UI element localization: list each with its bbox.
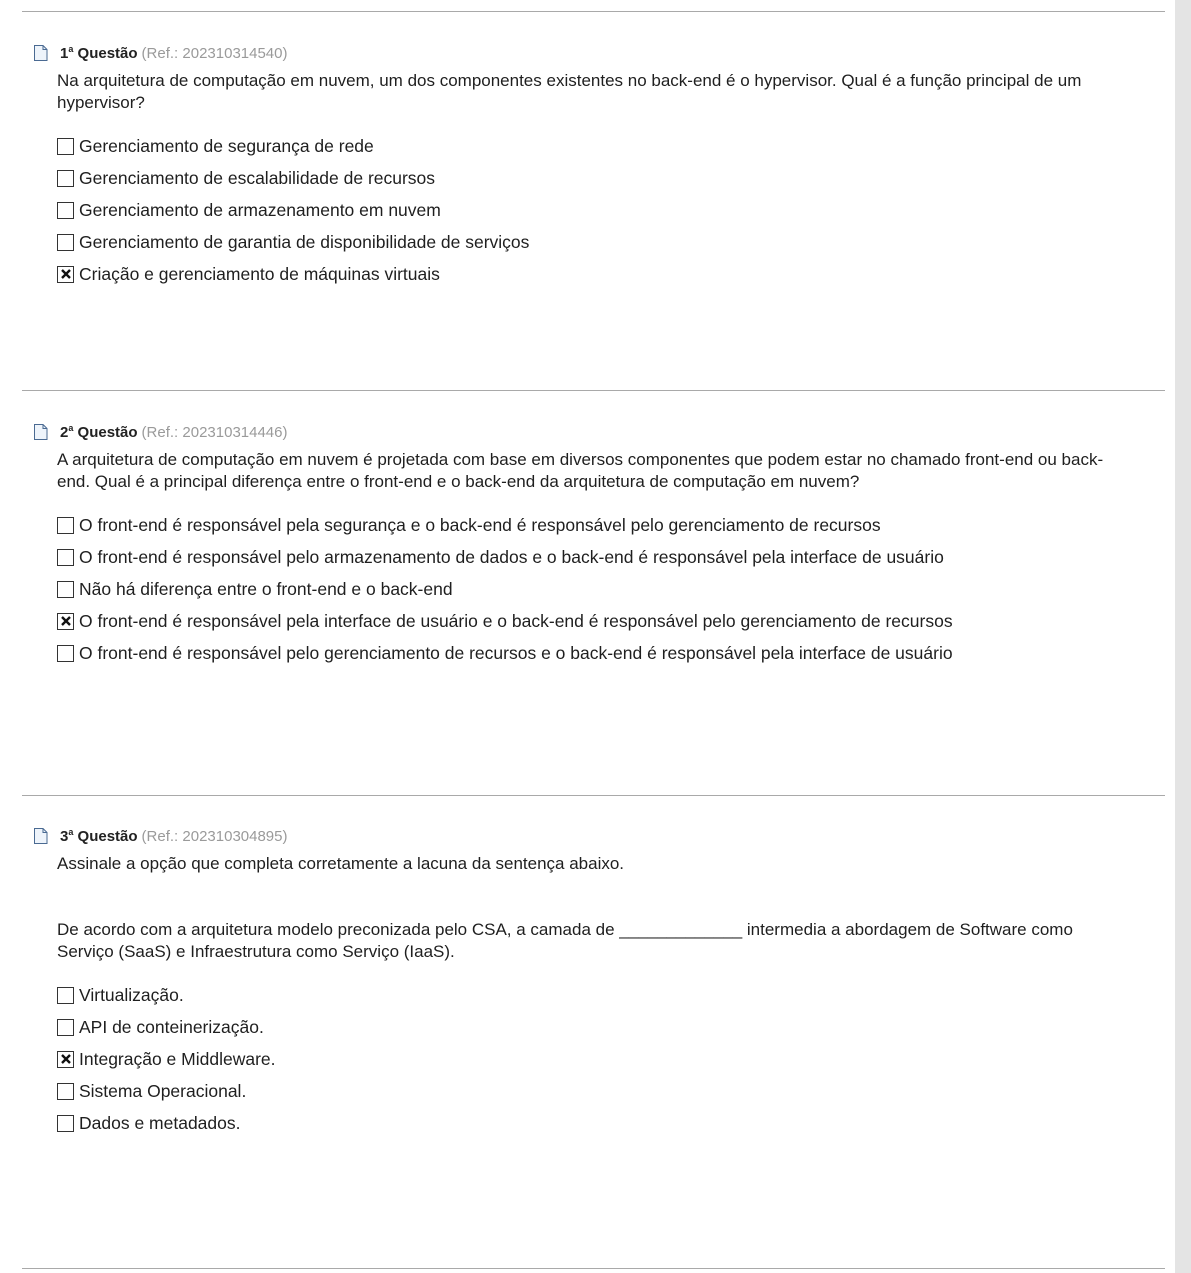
checkbox[interactable] — [57, 581, 74, 598]
option-label: Dados e metadados. — [79, 1112, 241, 1133]
question-header — [33, 421, 1133, 443]
question-paragraph: Na arquitetura de computação em nuvem, um dos componentes existentes no back-end é o hypervisor. Qual é a função principal de um hypervisor? — [57, 71, 1082, 112]
question-title: 1$^a$ Questão — [60, 44, 138, 62]
option-3[interactable] — [57, 1075, 1133, 1107]
option-2[interactable] — [57, 573, 1133, 605]
question-ref: (Ref.: 202310314540) — [141, 44, 288, 62]
divider — [22, 11, 1165, 12]
option-label: Criação e gerenciamento de máquinas virtuais — [79, 263, 440, 284]
checkbox[interactable] — [57, 549, 74, 566]
option-label: Gerenciamento de segurança de rede — [79, 135, 374, 156]
option-1[interactable] — [57, 162, 1133, 194]
x-mark-icon — [60, 1053, 72, 1065]
question-title: 2$^a$ Questão — [60, 423, 138, 441]
x-mark-icon — [60, 268, 72, 280]
question-3 — [33, 825, 1133, 1139]
checkbox[interactable] — [57, 987, 74, 1004]
question-paragraph: Assinale a opção que completa corretamente a lacuna da sentença abaixo. — [57, 854, 625, 873]
option-label: Não há diferença entre o front-end e o back-end — [79, 578, 453, 599]
x-mark-icon — [60, 615, 72, 627]
option-1[interactable] — [57, 541, 1133, 573]
checkbox[interactable] — [57, 266, 74, 283]
option-1[interactable] — [57, 1011, 1133, 1043]
checkbox[interactable] — [57, 613, 74, 630]
question-ref: (Ref.: 202310314446) — [141, 423, 288, 441]
options-list — [57, 979, 1133, 1139]
checkbox[interactable] — [57, 234, 74, 251]
vertical-scrollbar[interactable] — [1175, 0, 1191, 1273]
document-icon — [33, 45, 48, 61]
question-1 — [33, 42, 1133, 290]
option-3[interactable] — [57, 226, 1133, 258]
option-label: O front-end é responsável pela interface de usuário e o back-end é responsável pelo gerenciamento de recursos — [79, 610, 953, 631]
paragraph-spacer — [57, 875, 1117, 919]
option-4[interactable] — [57, 1107, 1133, 1139]
question-2 — [33, 421, 1133, 669]
question-header — [33, 825, 1133, 847]
option-label: Gerenciamento de armazenamento em nuvem — [79, 199, 441, 220]
checkbox[interactable] — [57, 1051, 74, 1068]
option-label: Integração e Middleware. — [79, 1048, 276, 1069]
question-text — [57, 449, 1117, 493]
option-label: Gerenciamento de garantia de disponibilidade de serviços — [79, 231, 530, 252]
options-list — [57, 509, 1133, 669]
checkbox[interactable] — [57, 1115, 74, 1132]
option-label: O front-end é responsável pelo armazenamento de dados e o back-end é responsável pela interface de usuário — [79, 546, 944, 567]
question-header — [33, 42, 1133, 64]
question-title: 3$^a$ Questão — [60, 827, 138, 845]
checkbox[interactable] — [57, 645, 74, 662]
option-label: Sistema Operacional. — [79, 1080, 247, 1101]
divider — [22, 795, 1165, 796]
option-0[interactable] — [57, 979, 1133, 1011]
divider — [22, 390, 1165, 391]
document-icon — [33, 828, 48, 844]
divider — [22, 1268, 1165, 1269]
question-paragraph: A arquitetura de computação em nuvem é projetada com base em diversos componentes que podem estar no chamado front-end ou back-end. Qual é a principal diferença entre o front-end e o back-end da arquitetura de computação em nuvem? — [57, 450, 1104, 491]
option-4[interactable] — [57, 258, 1133, 290]
option-label: API de conteinerização. — [79, 1016, 264, 1037]
checkbox[interactable] — [57, 202, 74, 219]
checkbox[interactable] — [57, 170, 74, 187]
question-ref: (Ref.: 202310304895) — [141, 827, 288, 845]
option-label: Virtualização. — [79, 984, 184, 1005]
option-4[interactable] — [57, 637, 1133, 669]
options-list — [57, 130, 1133, 290]
option-0[interactable] — [57, 509, 1133, 541]
question-text — [57, 853, 1117, 963]
question-paragraph: De acordo com a arquitetura modelo preconizada pelo CSA, a camada de _____________ intermedia a abordagem de Software como Serviço (SaaS) e Infraestrutura como Serviço (IaaS). — [57, 920, 1073, 961]
option-2[interactable] — [57, 194, 1133, 226]
option-3[interactable] — [57, 605, 1133, 637]
option-label: O front-end é responsável pelo gerenciamento de recursos e o back-end é responsável pela interface de usuário — [79, 642, 953, 663]
option-2[interactable] — [57, 1043, 1133, 1075]
document-icon — [33, 424, 48, 440]
option-label: O front-end é responsável pela segurança e o back-end é responsável pelo gerenciamento de recursos — [79, 514, 881, 535]
checkbox[interactable] — [57, 1083, 74, 1100]
option-label: Gerenciamento de escalabilidade de recursos — [79, 167, 436, 188]
checkbox[interactable] — [57, 138, 74, 155]
checkbox[interactable] — [57, 1019, 74, 1036]
checkbox[interactable] — [57, 517, 74, 534]
option-0[interactable] — [57, 130, 1133, 162]
question-text — [57, 70, 1117, 114]
